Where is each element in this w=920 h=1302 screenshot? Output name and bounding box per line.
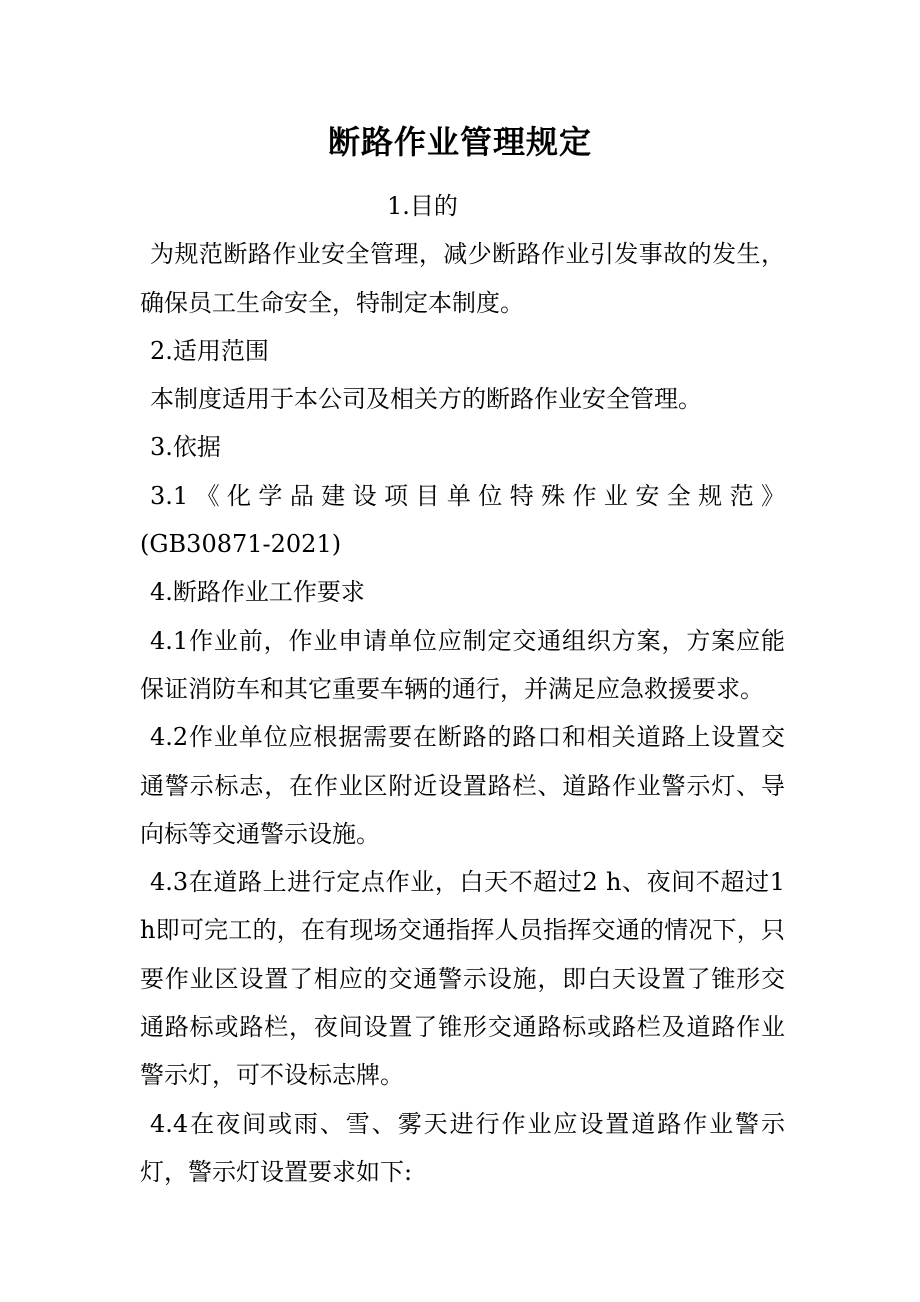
- section-heading-scope: 2.适用范围: [150, 336, 269, 365]
- paragraph-requirement-4-4: 4.4在夜间或雨、雪、雾天进行作业应设置道路作业警示灯，警示灯设置要求如下:: [140, 1109, 785, 1186]
- section-heading-requirements: 4.断路作业工作要求: [150, 578, 365, 607]
- paragraph-basis-standard: 3.1《化学品建设项目单位特殊作业安全规范》: [150, 481, 785, 510]
- section-heading-purpose: 1.目的: [387, 192, 458, 220]
- paragraph-requirement-4-1: 4.1作业前，作业申请单位应制定交通组织方案，方案应能保证消防车和其它重要车辆的通行，并满足应急救援要求。: [140, 626, 785, 703]
- paragraph-requirement-4-2: 4.2作业单位应根据需要在断路的路口和相关道路上设置交通警示标志，在作业区附近设置路栏、道路作业警示灯、导向标等交通警示设施。: [140, 723, 785, 848]
- document-title: 断路作业管理规定: [327, 123, 592, 161]
- paragraph-scope: 本制度适用于本公司及相关方的断路作业安全管理。: [150, 385, 702, 414]
- section-heading-basis: 3.依据: [150, 433, 221, 462]
- paragraph-requirement-4-3: 4.3在道路上进行定点作业，白天不超过2 h、夜间不超过1 h即可完工的，在有现场交通指挥人员指挥交通的情况下，只要作业区设置了相应的交通警示设施，即白天设置了锥形交通路标或路栏，夜间设置了锥形交通路标或路栏及道路作业警示灯，可不设标志牌。: [140, 868, 785, 1090]
- paragraph-purpose: 为规范断路作业安全管理，减少断路作业引发事故的发生，确保员工生命安全，特制定本制度。: [140, 240, 785, 317]
- document-body: [140, 182, 785, 1196]
- paragraph-basis-code: (GB30871-2021): [140, 530, 342, 559]
